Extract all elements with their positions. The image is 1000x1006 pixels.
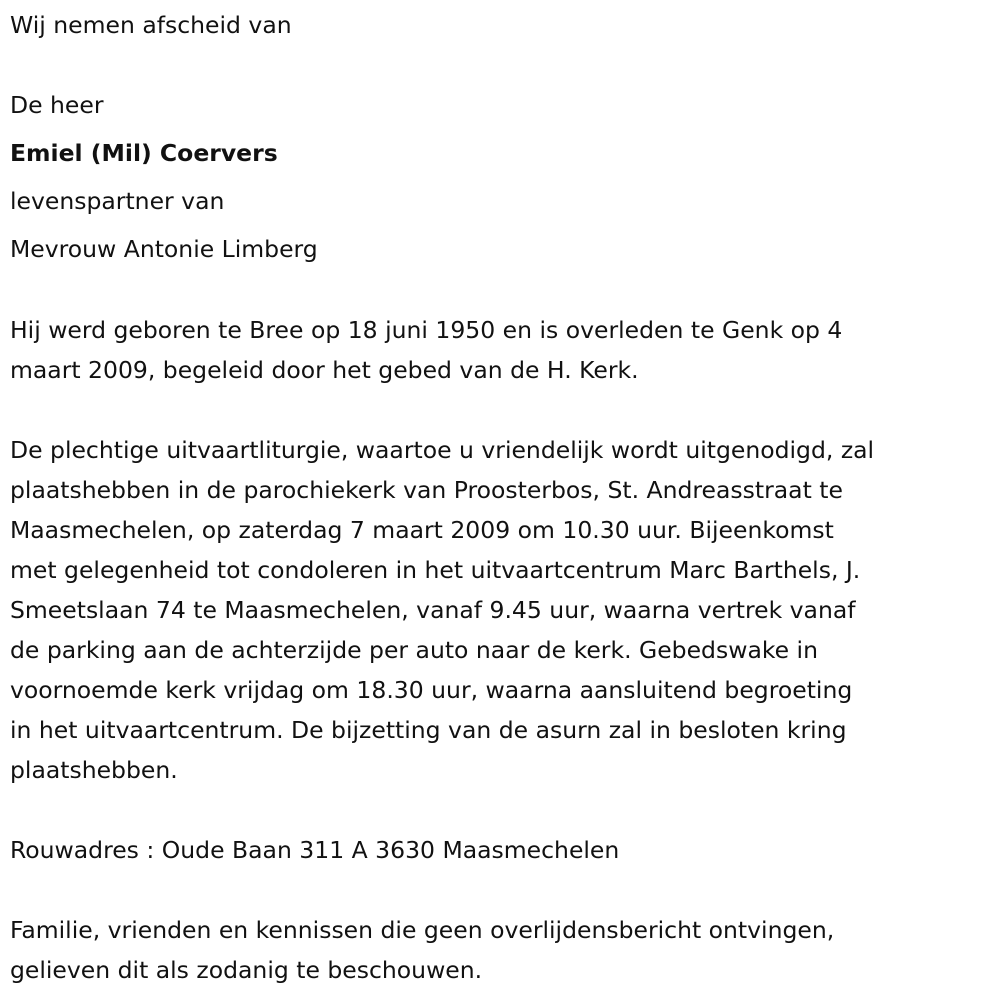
paragraph-line: Smeetslaan 74 te Maasmechelen, vanaf 9.45 uur, waarna vertrek vanaf <box>10 596 856 624</box>
paragraph-line: gelieven dit als zodanig te beschouwen. <box>10 956 483 984</box>
paragraph-line: Maasmechelen, op zaterdag 7 maart 2009 om 10.30 uur. Bijeenkomst <box>10 516 834 544</box>
mourning-address: Rouwadres : Oude Baan 311 A 3630 Maasmechelen <box>10 836 620 864</box>
paragraph-line: Hij werd geboren te Bree op 18 juni 1950 en is overleden te Genk op 4 <box>10 316 843 344</box>
paragraph-line: de parking aan de achterzijde per auto naar de kerk. Gebedswake in <box>10 636 818 664</box>
paragraph-line: voornoemde kerk vrijdag om 18.30 uur, waarna aansluitend begroeting <box>10 676 853 704</box>
paragraph-line: plaatshebben. <box>10 756 178 784</box>
deceased-name: Emiel (Mil) Coervers <box>10 139 278 167</box>
partner-name: Mevrouw Antonie Limberg <box>10 235 318 263</box>
paragraph-line: Familie, vrienden en kennissen die geen overlijdensbericht ontvingen, <box>10 916 835 944</box>
relation-text: levenspartner van <box>10 187 225 215</box>
paragraph-line: met gelegenheid tot condoleren in het uitvaartcentrum Marc Barthels, J. <box>10 556 861 584</box>
paragraph-line: maart 2009, begeleid door het gebed van de H. Kerk. <box>10 356 639 384</box>
salutation: De heer <box>10 91 104 119</box>
paragraph-line: De plechtige uitvaartliturgie, waartoe u vriendelijk wordt uitgenodigd, zal <box>10 436 875 464</box>
intro-text: Wij nemen afscheid van <box>10 11 292 39</box>
paragraph-line: plaatshebben in de parochiekerk van Proosterbos, St. Andreasstraat te <box>10 476 843 504</box>
paragraph-line: in het uitvaartcentrum. De bijzetting van de asurn zal in besloten kring <box>10 716 847 744</box>
